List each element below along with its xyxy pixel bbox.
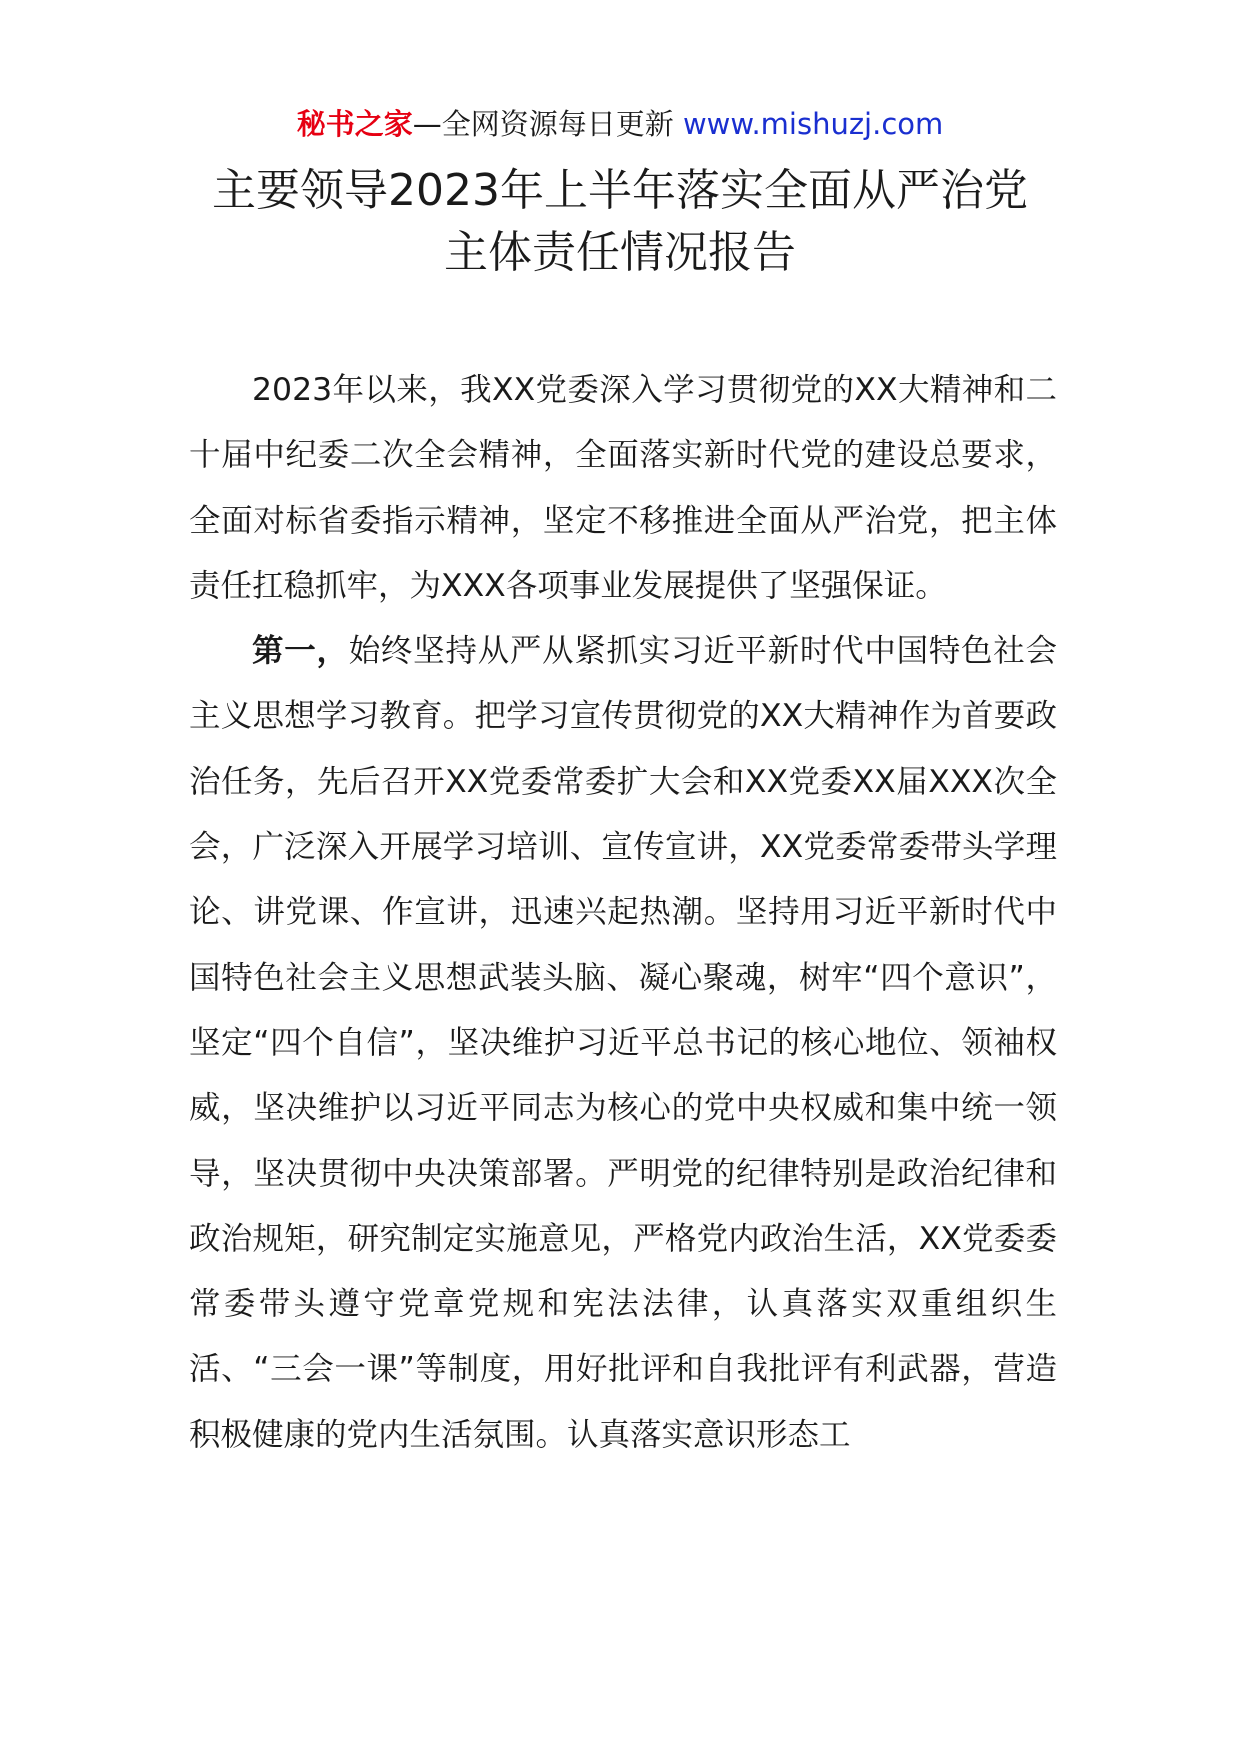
paragraph-intro: 2023年以来，我XX党委深入学习贯彻党的XX大精神和二十届中纪委二次全会精神，全面落实新时代党的建设总要求，全面对标省委指示精神，坚定不移推进全面从严治党，把主体责任扛稳抓牢，为XXX各项事业发展提供了坚强保证。 <box>189 372 1057 604</box>
brand-name: 秘书之家 <box>296 107 413 141</box>
paragraph-first-point-text: 始终坚持从严从紧抓实习近平新时代中国特色社会主义思想学习教育。把学习宣传贯彻党的XX大精神作为首要政治任务，先后召开XX党委常委扩大会和XX党委XX届XXX次全会，广泛深入开展学习培训、宣传宣讲，XX党委常委带头学理论、讲党课、作宣讲，迅速兴起热潮。坚持用习近平新时代中国特色社会主义思想武装头脑、凝心聚魂，树牢“四个意识”，坚定“四个自信”，坚决维护习近平总书记的核心地位、领袖权威，坚决维护以习近平同志为核心的党中央权威和集中统一领导，坚决贯彻中央决策部署。严明党的纪律特别是政治纪律和政治规矩，研究制定实施意见，严格党内政治生活，XX党委委常委带头遵守党章党规和宪法法律，认真落实双重组织生活、“三会一课”等制度，用好批评和自我批评有利武器，营造积极健康的党内生活氛围。认真落实意识形态工 <box>189 633 1057 1453</box>
site-header <box>0 104 1240 144</box>
document-title <box>150 160 1090 284</box>
website-url[interactable]: www.mishuzj.com <box>682 107 944 141</box>
title-line-2: 主体责任情况报告 <box>444 227 796 278</box>
document-body <box>189 358 1057 1468</box>
header-tagline: —全网资源每日更新 <box>412 107 683 141</box>
paragraph-lead: 第一， <box>252 633 349 670</box>
paragraph-first-point <box>189 619 1057 1468</box>
title-line-1: 主要领导2023年上半年落实全面从严治党 <box>212 165 1028 216</box>
